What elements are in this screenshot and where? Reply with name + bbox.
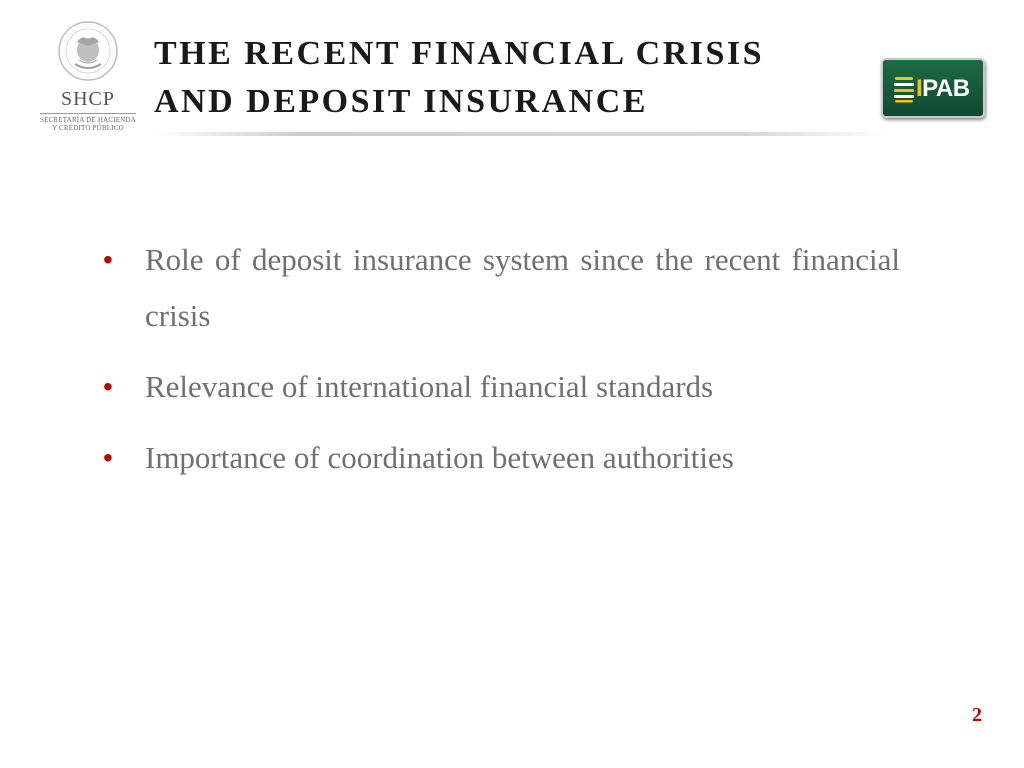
bullet-text: Importance of coordination between authorities [145,440,734,475]
slide-title-line-2: AND DEPOSIT INSURANCE [154,83,648,120]
list-item [100,430,900,486]
shcp-divider [40,113,136,114]
slide-title [154,30,874,126]
ipab-logo [881,58,985,118]
bullet-text: Relevance of international financial standards [145,369,714,404]
bullet-marker: • [103,442,113,473]
shcp-subtitle-line-2: Y CRÉDITO PÚBLICO [52,124,124,132]
list-item [100,359,900,415]
bullet-marker: • [103,244,113,275]
page-number: 2 [972,704,982,726]
list-item [100,232,900,344]
ipab-wordmark: IPAB [916,75,970,102]
bullet-text: Role of deposit insurance system since the recent financial crisis [145,242,900,333]
ipab-logo-icon [893,74,915,104]
shcp-subtitle-line-1: SECRETARÍA DE HACIENDA [39,116,136,124]
mexican-coat-of-arms-icon [57,20,119,82]
shcp-logo [38,20,138,138]
header-divider [150,132,890,136]
slide-title-line-1: THE RECENT FINANCIAL CRISIS [154,35,765,72]
shcp-wordmark: SHCP [60,88,116,110]
bullet-marker: • [103,371,113,402]
bullet-list [100,232,900,501]
